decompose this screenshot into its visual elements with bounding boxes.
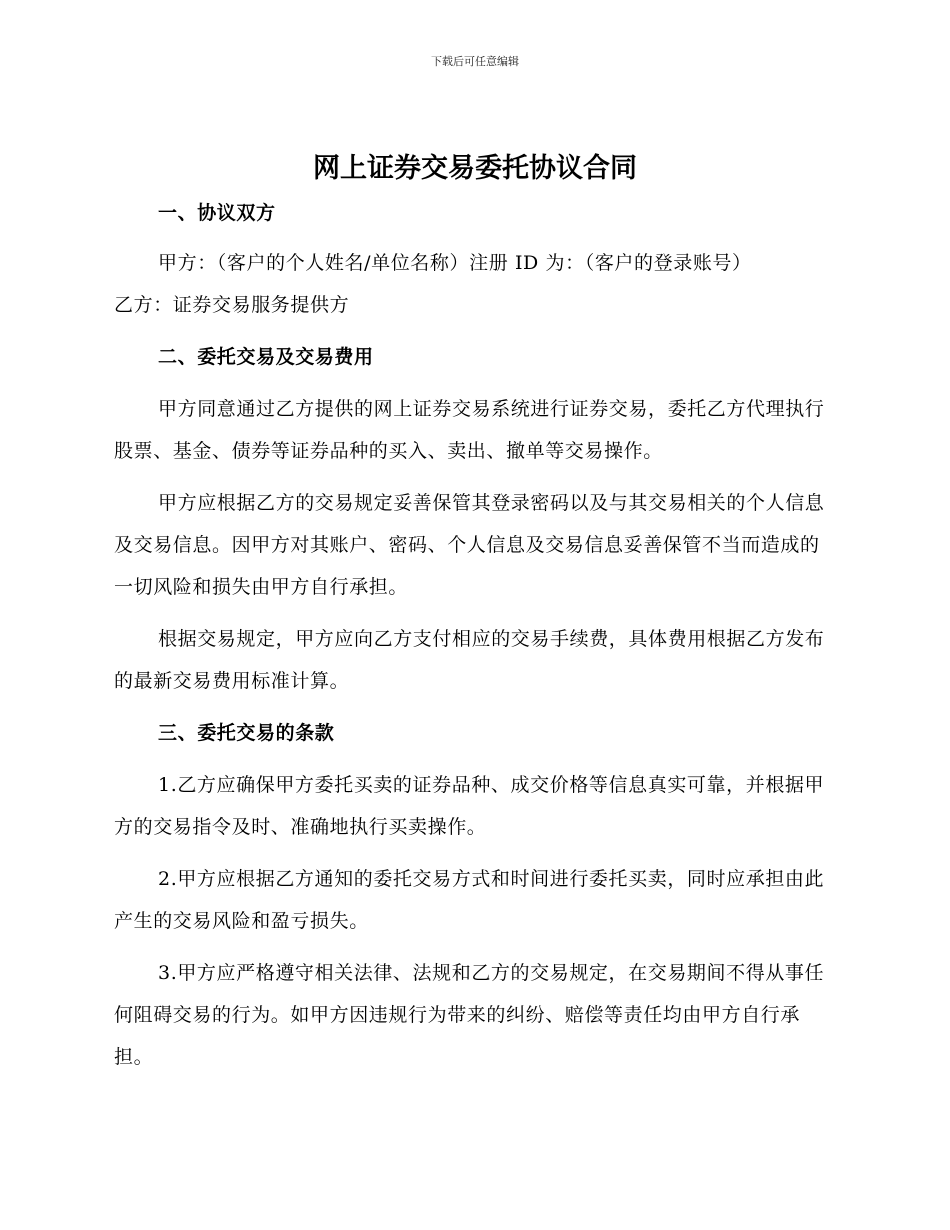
- header-note: 下载后可任意编辑: [431, 55, 519, 68]
- commission-paragraph-2: 甲方应根据乙方的交易规定妥善保管其登录密码以及与其交易相关的个人信息及交易信息。因甲方对其账户、密码、个人信息及交易信息妥善保管不当而造成的一切风险和损失由甲方自行承担。: [114, 492, 825, 598]
- party-b-paragraph: 乙方：证券交易服务提供方: [114, 294, 350, 316]
- document-body: [114, 192, 834, 1078]
- terms-clause-1: 1.乙方应确保甲方委托买卖的证券品种、成交价格等信息真实可靠，并根据甲方的交易指令及时、准确地执行买卖操作。: [114, 774, 825, 838]
- terms-clause-3: 3.甲方应严格遵守相关法律、法规和乙方的交易规定，在交易期间不得从事任何阻碍交易的行为。如甲方因违规行为带来的纠纷、赔偿等责任均由甲方自行承担。: [114, 962, 825, 1068]
- party-a-paragraph: 甲方：（客户的个人姓名/单位名称）注册 ID 为：（客户的登录账号）: [158, 252, 752, 274]
- terms-clause-2: 2.甲方应根据乙方通知的委托交易方式和时间进行委托买卖，同时应承担由此产生的交易风险和盈亏损失。: [114, 868, 825, 932]
- document-title: 网上证券交易委托协议合同: [313, 153, 637, 184]
- section-heading-commission: 二、委托交易及交易费用: [158, 346, 374, 368]
- section-heading-terms: 三、委托交易的条款: [158, 722, 335, 744]
- commission-paragraph-3: 根据交易规定，甲方应向乙方支付相应的交易手续费，具体费用根据乙方发布的最新交易费用标准计算。: [114, 628, 825, 692]
- commission-paragraph-1: 甲方同意通过乙方提供的网上证券交易系统进行证券交易，委托乙方代理执行股票、基金、债券等证券品种的买入、卖出、撤单等交易操作。: [114, 398, 825, 462]
- section-heading-parties: 一、协议双方: [158, 202, 276, 224]
